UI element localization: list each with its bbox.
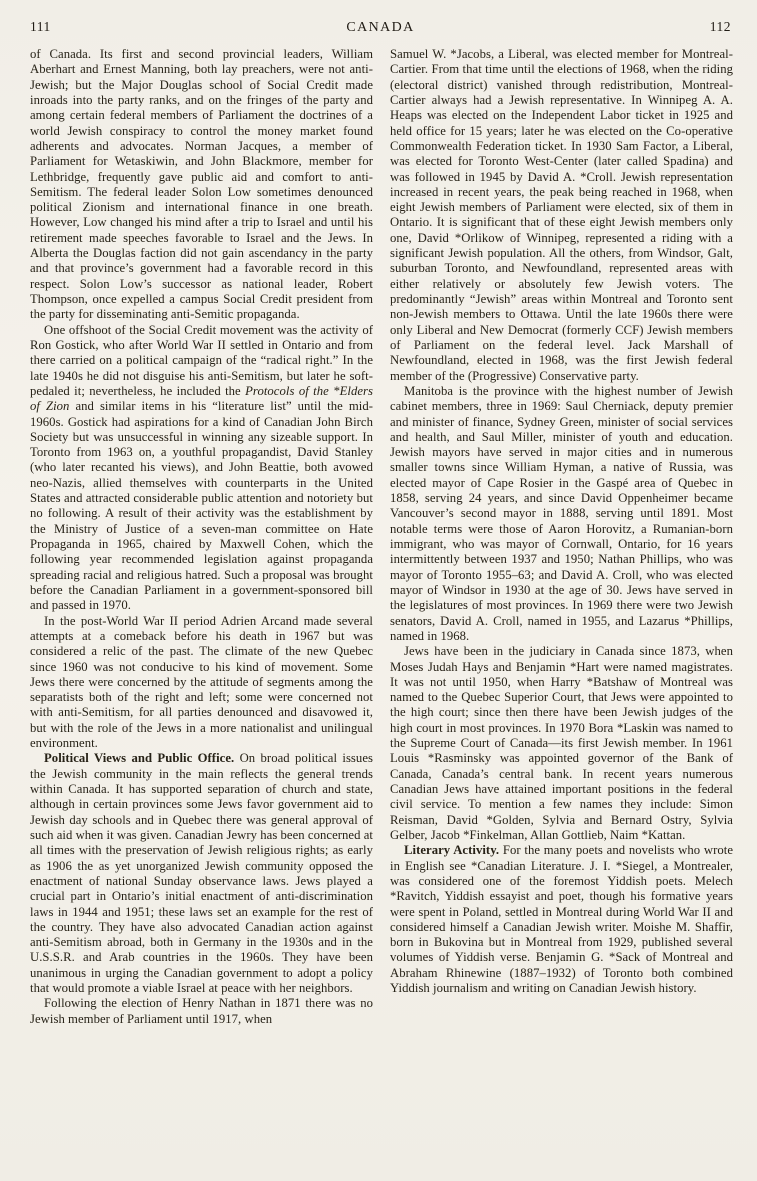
paragraph <box>390 47 733 384</box>
paragraph <box>390 644 733 843</box>
text-segment: of Canada. Its first and second provincial leaders, William Aberhart and Ernest Manning, both lay preachers, were not anti-Jewish; but the Major Douglas school of Social Credit made inroads into the party ranks, and on the fringes of the party and among certain federal members of Parliament the doctrines of a world Jewish conspiracy to control the money market found adherents and advocates. Norman Jacques, a member of Parliament for Wetaskiwin, and John Blackmore, member for Lethbridge, frequently gave public aid and comfort to anti-Semitism. The federal leader Solon Low sometimes denounced political Zionism and international finance in one breath. However, Low changed his mind after a trip to Israel and until his retirement made speeches favorable to Israel and the Jews. In Alberta the Douglas faction did not gain ascendancy in the party and that province’s government had a favorable record in this respect. Solon Low’s successor as national leader, Robert Thompson, once expelled a campus Social Credit president from the party for disseminating anti-Semitic propaganda. <box>30 47 373 322</box>
text-segment: Jews have been in the judiciary in Canada since 1873, when Moses Judah Hays and Benjamin *Hart were named magistrates. It was not until 1950, when Harry *Batshaw of Montreal was named to the Quebec Superior Court, that Jews were appointed to the high court; since then there have been Jewish judges of the high court in most provinces. In 1970 Bora *Laskin was named to the Supreme Court of Canada—its first Jewish member. In 1961 Louis *Rasminsky was appointed governor of the Bank of Canada, Canada’s central bank. In recent years numerous Canadian Jews have attained important positions in the federal civil service. To mention a few names they include: Simon Reisman, David *Golden, Sylvia and Bernard Ostry, Sylvia Gelber, Jacob *Finkelman, Allan Gottlieb, Naim *Kattan. <box>390 644 733 842</box>
text-segment: For the many poets and novelists who wrote in English see *Canadian Literature. J. I. *Siegel, a Montrealer, was considered one of the foremost Yiddish poets. Melech *Ravitch, Yiddish essayist and poet, though his formative years were spent in Poland, settled in Montreal during World War II and considered himself a Canadian Jewish writer. Moishe M. Shaffir, born in Bukovina but in Montreal from 1929, published several volumes of Yiddish verse. Benjamin G. *Sack of Montreal and Abraham Rhinewine (1887–1932) of Toronto both combined Yiddish journalism and writing on Canadian Jewish history. <box>390 843 733 996</box>
paragraph <box>30 996 373 1027</box>
section-heading: Literary Activity. <box>404 843 500 858</box>
left-page-number: 111 <box>30 19 51 34</box>
page-header <box>0 0 757 36</box>
paragraph <box>30 614 373 752</box>
right-column <box>390 47 733 1027</box>
left-column <box>30 47 373 1027</box>
section-heading: Political Views and Public Office. <box>44 751 235 766</box>
text-segment: Samuel W. *Jacobs, a Liberal, was elected member for Montreal-Cartier. From that time until the elections of 1968, when the riding (electoral district) vanished through redistribution, Montreal-Cartier always had a Jewish representative. In Winnipeg A. A. Heaps was elected on the Independent Labor ticket in 1925 and held office for 15 years; later he was elected on the Co-operative Commonwealth Federation ticket. In 1930 Sam Factor, a Liberal, was elected for Toronto West-Center (later called Spadina) and was followed in 1945 by David A. *Croll. Jewish representation increased in recent years, the peak being reached in 1968, when eight Jewish members of Parliament were elected, six of them in Ontario. It is significant that of these eight Jewish members only one, David *Orlikow of Winnipeg, represented a riding with a significant Jewish population. All the others, from Windsor, Galt, suburban Toronto, and Newfoundland, represented areas with either relatively or absolutely few Jewish voters. The predominantly “Jewish” areas within Montreal and Toronto sent non-Jewish members to Ottawa. Until the late 1960s there were only Liberal and New Democrat (formerly CCF) Jewish members of Parliament on the federal level. Jack Marshall of Newfoundland, elected in 1968, was the first Jewish federal member of the (Progressive) Conservative party. <box>390 47 733 383</box>
paragraph <box>390 843 733 996</box>
text-segment: Protocols of the *Elders of Zion <box>30 383 374 414</box>
paragraph <box>30 323 373 614</box>
text-segment: Following the election of Henry Nathan in 1871 there was no Jewish member of Parliament until 1917, when <box>30 996 373 1026</box>
text-segment: One offshoot of the Social Credit movement was the activity of Ron Gostick, who after World War II settled in Ontario and from there carried on a political campaign of the “radical right.” In the late 1940s he did not disguise his anti-Semitism, but later he soft-pedaled it; nevertheless, he included the <box>30 322 373 398</box>
text-columns <box>0 36 757 1027</box>
paragraph <box>390 384 733 644</box>
text-segment: On broad political issues the Jewish community in the main reflects the general trends within Canada. It has supported separation of church and state, although in certain provinces some Jews favor government aid to Jewish day schools and in Quebec there was general approval of such aid when it was given. Canadian Jewry has been concerned at all times with the preservation of Jewish religious rights; as early as 1906 the as yet unorganized Jewish community opposed the enactment of national Sunday observance laws. Jews played a crucial part in Ontario’s initial enactment of anti-discrimination laws in 1944 and 1951; these laws set an example for the rest of the country. They have also advocated Canadian action against anti-Semitism abroad, both in Germany in the 1930s and in the U.S.S.R. and Arab countries in the 1960s. They have been unanimous in urging the Canadian government to adopt a policy that would promote a viable Israel at peace with her neighbors. <box>30 751 373 996</box>
text-segment: In the post-World War II period Adrien Arcand made several attempts at a comeback before his death in 1967 but was considered a relic of the past. The climate of the new Quebec since 1960 was not conducive to his kind of movement. Some Jews there were concerned by the attitude of segments among the separatists both of the right and left; some were concerned not with anti-Semitism, for all parties denounced and disavowed it, but with the role of the Jews in a more nationalist and unilingual environment. <box>30 613 373 751</box>
paragraph <box>30 751 373 996</box>
paragraph <box>30 47 373 323</box>
right-page-number: 112 <box>709 19 731 34</box>
page-title: CANADA <box>346 20 415 35</box>
text-segment: and similar items in his “literature list” until the mid-1960s. Gostick had aspirations for a kind of Canadian John Birch Society but was unsuccessful in winning any sizeable support. In Toronto from 1963 on, a youthful propagandist, David Stanley (who later recanted his views), and John Beattie, both avowed neo-Nazis, allied themselves with counterparts in the United States and attracted considerable public attention and notoriety but no following. A result of their activity was the establishment by the Ministry of Justice of a seven-man committee on Hate Propaganda in 1965, chaired by Maxwell Cohen, which the following year recommended legislation against propaganda spreading racial and religious hatred. Such a proposal was brought before the Canadian Parliament in a government-sponsored bill and passed in 1970. <box>30 399 373 613</box>
text-segment: Manitoba is the province with the highest number of Jewish cabinet members, three in 1969: Saul Cherniack, deputy premier and minister of finance, Sydney Green, minister of social services and health, and Saul Miller, minister of youth and education. Jewish mayors have served in major cities and in numerous smaller towns since William Hyman, a native of Russia, was elected mayor of Cape Rosier in the Gaspé area of Quebec in 1858, serving 24 years, and since David Oppenheimer became Vancouver’s second mayor in 1888, serving until 1891. Most notable terms were those of Aaron Horovitz, a Rumanian-born immigrant, who was mayor of Cornwall, Ontario, for 16 years intermittently between 1937 and 1950; Nathan Phillips, who was mayor of Toronto 1955–63; and David A. Croll, who was elected mayor of Windsor in 1930 at the age of 30. Jews have served in the legislatures of most provinces. In 1969 there were two Jewish senators, David A. Croll, named in 1955, and Lazarus *Phillips, named in 1968. <box>390 383 733 643</box>
